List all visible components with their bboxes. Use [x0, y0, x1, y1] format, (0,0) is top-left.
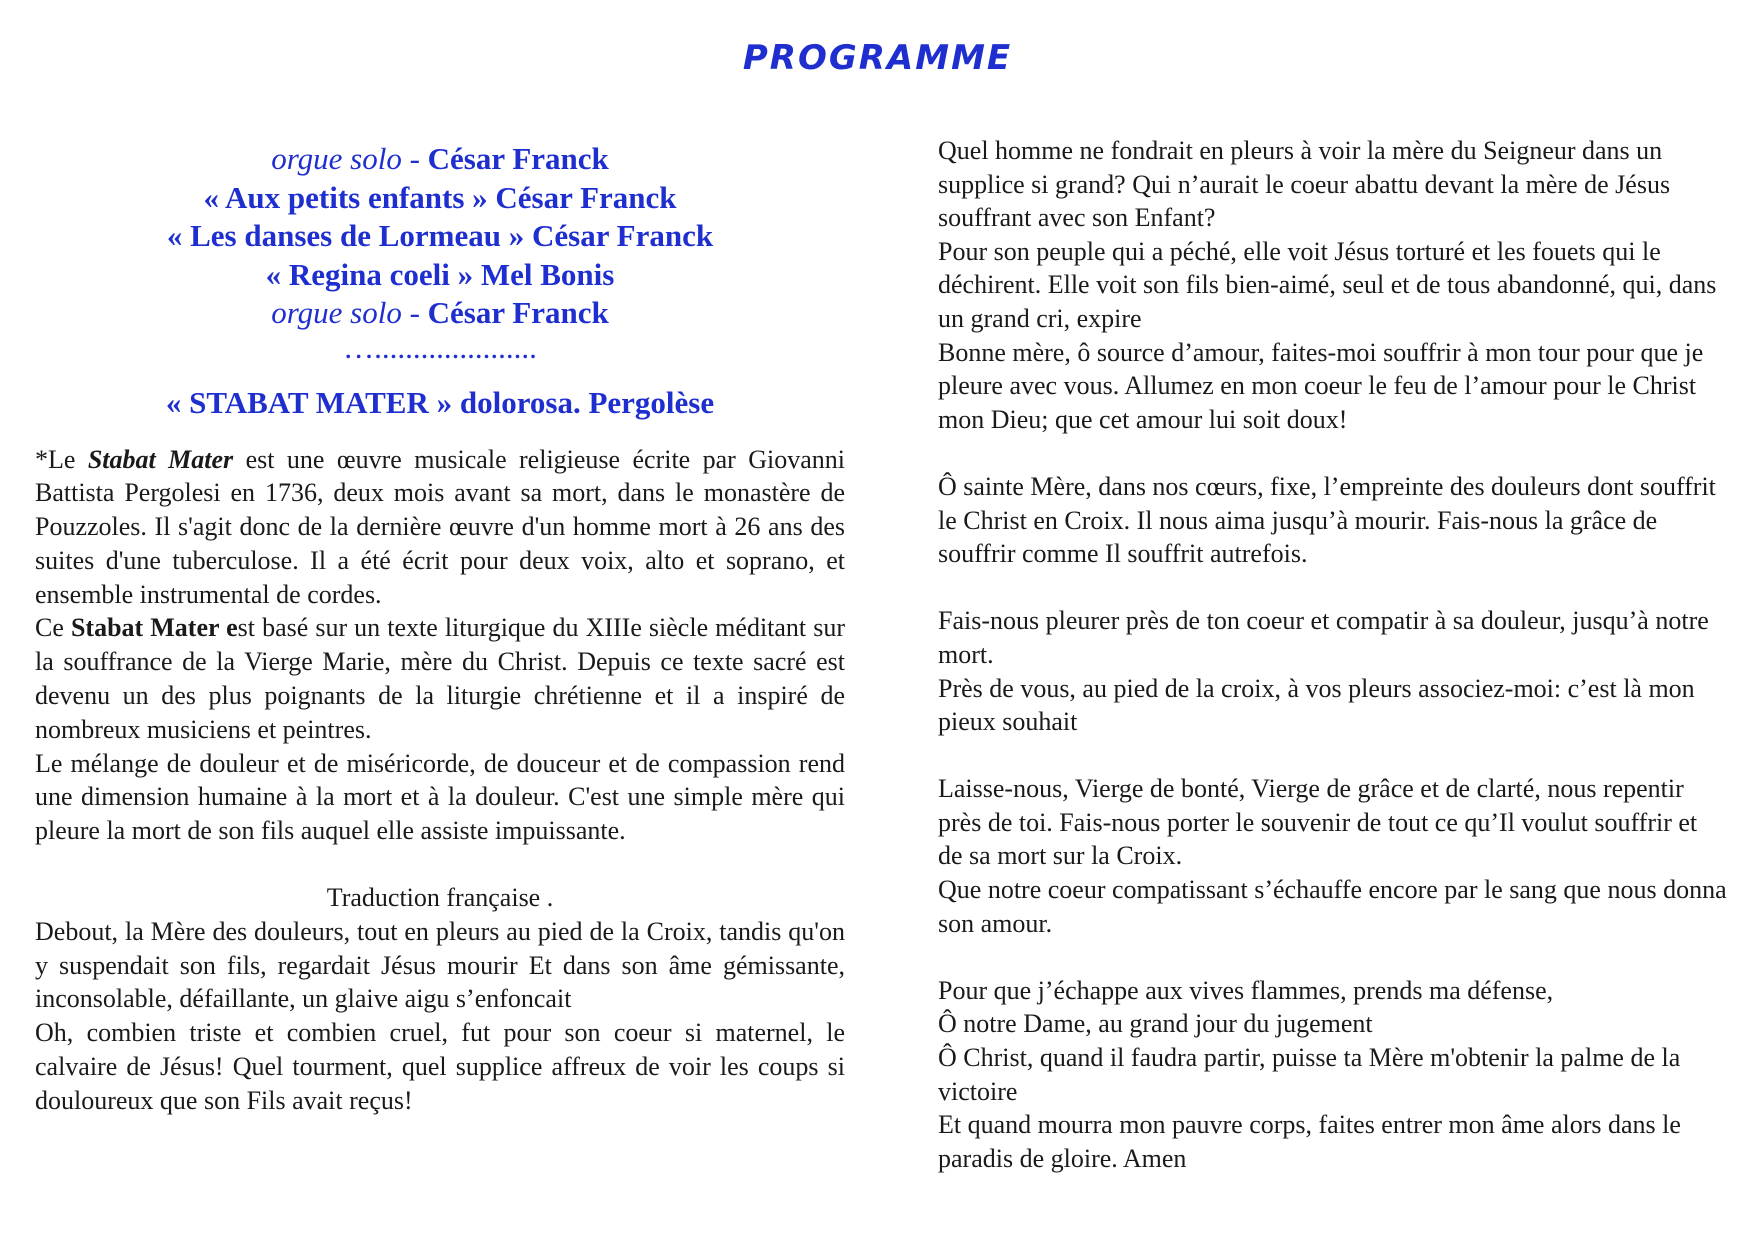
verse-paragraph: Près de vous, au pied de la croix, à vos pleurs associez-moi: c’est là mon pieux souhait — [938, 673, 1695, 737]
translation-title: Traduction française . — [326, 883, 554, 913]
programme-item: orgue solo - César Franck — [271, 141, 609, 176]
verse-paragraph: Que notre coeur compatissant s’échauffe encore par le sang que nous donna son amour. — [938, 875, 1727, 938]
intro-paragraph: Le mélange de douleur et de miséricorde, de douceur et de compassion rend une dimension humaine à la mort et à la douleur. C'est une simple mère qui pleure la mort de son fils auquel elle assiste impuissante. — [35, 748, 845, 846]
right-column — [938, 134, 1728, 1175]
translation-paragraph: Debout, la Mère des douleurs, tout en pleurs au pied de la Croix, tandis qu'on y suspendait son fils, regardait Jésus mourir Et dans son âme gémissante, inconsolable, défaillante, un glaive aigu s’enfoncait — [35, 916, 845, 1014]
translation-text — [35, 915, 845, 1118]
verse-paragraph: Ô sainte Mère, dans nos cœurs, fixe, l’empreinte des douleurs dont souffrit le Christ en Croix. Il nous aima jusqu’à mourir. Fais-nous la grâce de souffrir comme Il souffrit autrefois. — [938, 471, 1716, 569]
programme-item: « Les danses de Lormeau » César Franck — [166, 218, 714, 253]
programme-item: « Aux petits enfants » César Franck — [203, 179, 677, 215]
stabat-heading: « STABAT MATER » dolorosa. Pergolèse — [165, 384, 715, 420]
verse-paragraph: Et quand mourra mon pauvre corps, faites entrer mon âme alors dans le paradis de gloire. Amen — [938, 1110, 1681, 1173]
intro-text — [35, 443, 845, 849]
verse-paragraph: Ô Christ, quand il faudra partir, puisse ta Mère m'obtenir la palme de la victoire — [938, 1043, 1681, 1106]
stanza-gap — [938, 571, 1728, 605]
programme-list — [35, 140, 845, 333]
verse-paragraph: Pour son peuple qui a péché, elle voit Jésus torturé et les fouets qui le déchirent. Elle voit son fils bien-aimé, seul et de tous abandonné, qui, dans un grand cri, expire — [938, 236, 1717, 333]
programme-item: « Regina coeli » Mel Bonis — [265, 256, 615, 292]
programme-item: orgue solo - César Franck — [271, 295, 609, 330]
verse-paragraph: Laisse-nous, Vierge de bonté, Vierge de grâce et de clarté, nous repentir près de toi. Fais-nous porter le souvenir de tout ce qu’Il voulut souffrir et de sa mort sur la Croix. — [938, 774, 1698, 871]
stanza-gap — [938, 940, 1728, 974]
intro-paragraph: Ce Stabat Mater est basé sur un texte liturgique du XIIIe siècle méditant sur la souffrance de la Vierge Marie, mère du Christ. Depuis ce texte sacré est devenu un des plus poignants de la liturgie chrétienne et il a inspiré de nombreux musiciens et peintres. — [35, 613, 845, 744]
verse-paragraph: Quel homme ne fondrait en pleurs à voir la mère du Seigneur dans un supplice si grand? Qui n’aurait le coeur abattu devant la mère de Jésus souffrant avec son Enfant? — [938, 136, 1671, 233]
left-column — [35, 140, 845, 1118]
page-title: PROGRAMME — [742, 38, 1013, 78]
verse-paragraph: Fais-nous pleurer près de ton coeur et compatir à sa douleur, jusqu’à notre mort. — [938, 606, 1709, 669]
translation-paragraph: Oh, combien triste et combien cruel, fut pour son coeur si maternel, le calvaire de Jésus! Quel tourment, quel supplice affreux de voir les coups si douloureux que son Fils avait reçus! — [35, 1018, 845, 1115]
verse-paragraph: Pour que j’échappe aux vives flammes, prends ma défense, — [938, 975, 1554, 1005]
verse-paragraph: Bonne mère, ô source d’amour, faites-moi souffrir à mon tour pour que je pleure avec vous. Allumez en mon coeur le feu de l’amour pour le Christ mon Dieu; que cet amour lui soit doux! — [938, 337, 1704, 434]
verse-paragraph: Ô notre Dame, au grand jour du jugement — [938, 1009, 1373, 1039]
programme-dots: …..................... — [343, 329, 537, 365]
stanza-gap — [938, 436, 1728, 470]
stanza-gap — [938, 739, 1728, 773]
intro-paragraph: *Le Stabat Mater est une œuvre musicale religieuse écrite par Giovanni Battista Pergolesi en 1736, deux mois avant sa mort, dans le monastère de Pouzzoles. Il s'agit donc de la dernière œuvre d'un homme mort à 26 ans des suites d'une tuberculose. Il a été écrit pour deux voix, alto et soprano, et ensemble instrumental de cordes. — [35, 444, 846, 609]
